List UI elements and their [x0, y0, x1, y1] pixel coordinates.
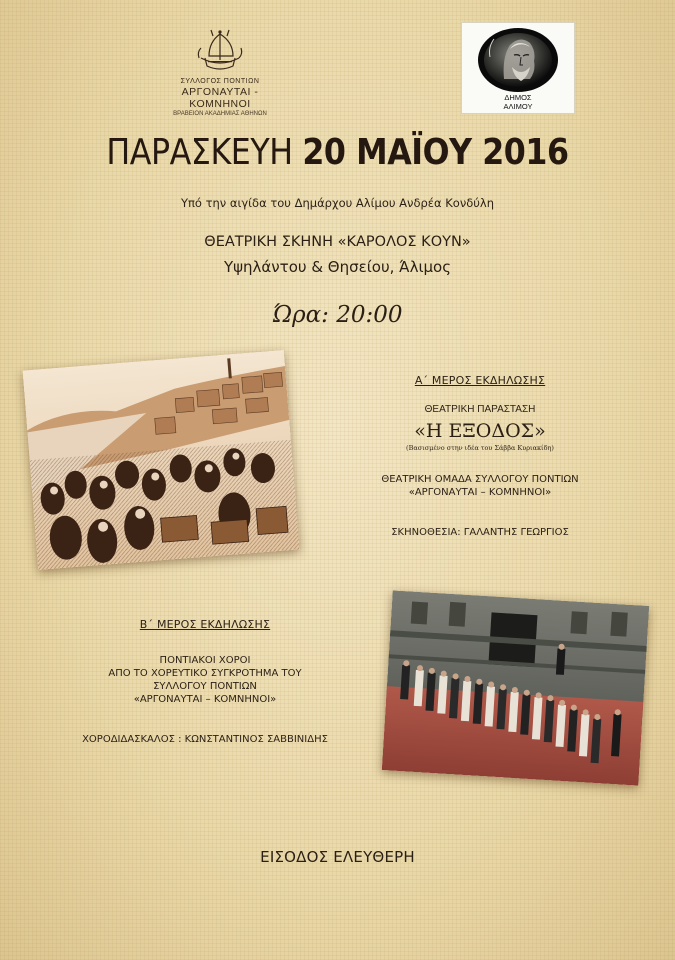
municipality-logo — [461, 22, 575, 114]
auspices-text: Υπό την αιγίδα του Δημάρχου Αλίμου Ανδρέα Κονδύλη — [180, 196, 495, 210]
association-logo — [150, 28, 290, 118]
association-name: ΑΡΓΟΝΑΥΤΑΙ - ΚΟΜΝΗΝΟΙ — [181, 86, 259, 110]
part-a-section — [345, 374, 615, 538]
dance-line4: «ΑΡΓΟΝΑΥΤΑΙ – ΚΟΜΝΗΝΟΙ» — [133, 694, 277, 705]
date-rest: 20 ΜΑΪΟΥ 2016 — [302, 132, 569, 173]
venue-name: ΘΕΑΤΡΙΚΗ ΣΚΗΝΗ «ΚΑΡΟΛΟΣ ΚΟΥΝ» — [204, 234, 471, 250]
exodus-engraving-image — [23, 350, 300, 570]
event-date — [41, 132, 635, 173]
dance-description — [70, 654, 340, 706]
play-title: «Η ΕΞΟΔΟΣ» — [414, 420, 546, 442]
director-credit: ΣΚΗΝΟΘΕΣΙΑ: ΓΑΛΑΝΤΗΣ ΓΕΩΡΓΙΟΣ — [391, 527, 569, 538]
troupe-line1: ΘΕΑΤΡΙΚΗ ΟΜΑΔΑ ΣΥΛΛΟΓΟΥ ΠΟΝΤΙΩΝ — [381, 474, 579, 485]
dance-line1: ΠΟΝΤΙΑΚΟΙ ΧΟΡΟΙ — [159, 655, 251, 666]
dance-line2: ΑΠΟ ΤΟ ΧΟΡΕΥΤΙΚΟ ΣΥΓΚΡΟΤΗΜΑ ΤΟΥ — [108, 668, 302, 679]
event-time: Ώρα: 20:00 — [272, 302, 403, 328]
date-day: ΠΑΡΑΣΚΕΥΗ — [106, 132, 293, 173]
coin-portrait-icon — [476, 27, 560, 93]
dance-teacher-credit: ΧΟΡΟΔΙΔΑΣΚΑΛΟΣ : ΚΩΝΣΤΑΝΤΙΝΟΣ ΣΑΒΒΙΝΙΔΗΣ — [82, 734, 328, 745]
part-a-heading: Α΄ ΜΕΡΟΣ ΕΚΔΗΛΩΣΗΣ — [414, 374, 546, 387]
venue-address: Υψηλάντου & Θησείου, Άλιμος — [223, 258, 452, 276]
troupe-line2: «ΑΡΓΟΝΑΥΤΑΙ – ΚΟΜΝΗΝΟΙ» — [408, 487, 552, 498]
dance-group-photo — [382, 590, 650, 785]
play-credit-note: (Βασισμένο στην ιδέα του Σάββα Κυριακίδη) — [406, 444, 554, 452]
admission-note: ΕΙΣΟΔΟΣ ΕΛΕΥΘΕΡΗ — [260, 848, 415, 866]
municipality-name — [462, 93, 574, 111]
association-award: ΒΡΑΒΕΙΟΝ ΑΚΑΔΗΜΙΑΣ ΑΘΗΝΩΝ — [173, 111, 267, 117]
municipality-line2: ΑΛΙΜΟΥ — [503, 102, 533, 111]
association-name-top: ΣΥΛΛΟΓΟΣ ΠΟΝΤΙΩΝ — [180, 78, 260, 85]
part-b-section — [70, 618, 340, 745]
theater-troupe — [345, 473, 615, 499]
ship-emblem-icon — [193, 28, 247, 78]
performance-type: ΘΕΑΤΡΙΚΗ ΠΑΡΑΣΤΑΣΗ — [424, 404, 536, 415]
dance-line3: ΣΥΛΛΟΓΟΥ ΠΟΝΤΙΩΝ — [153, 681, 257, 692]
municipality-line1: ΔΗΜΟΣ — [504, 93, 532, 102]
part-b-heading: Β΄ ΜΕΡΟΣ ΕΚΔΗΛΩΣΗΣ — [139, 618, 271, 631]
